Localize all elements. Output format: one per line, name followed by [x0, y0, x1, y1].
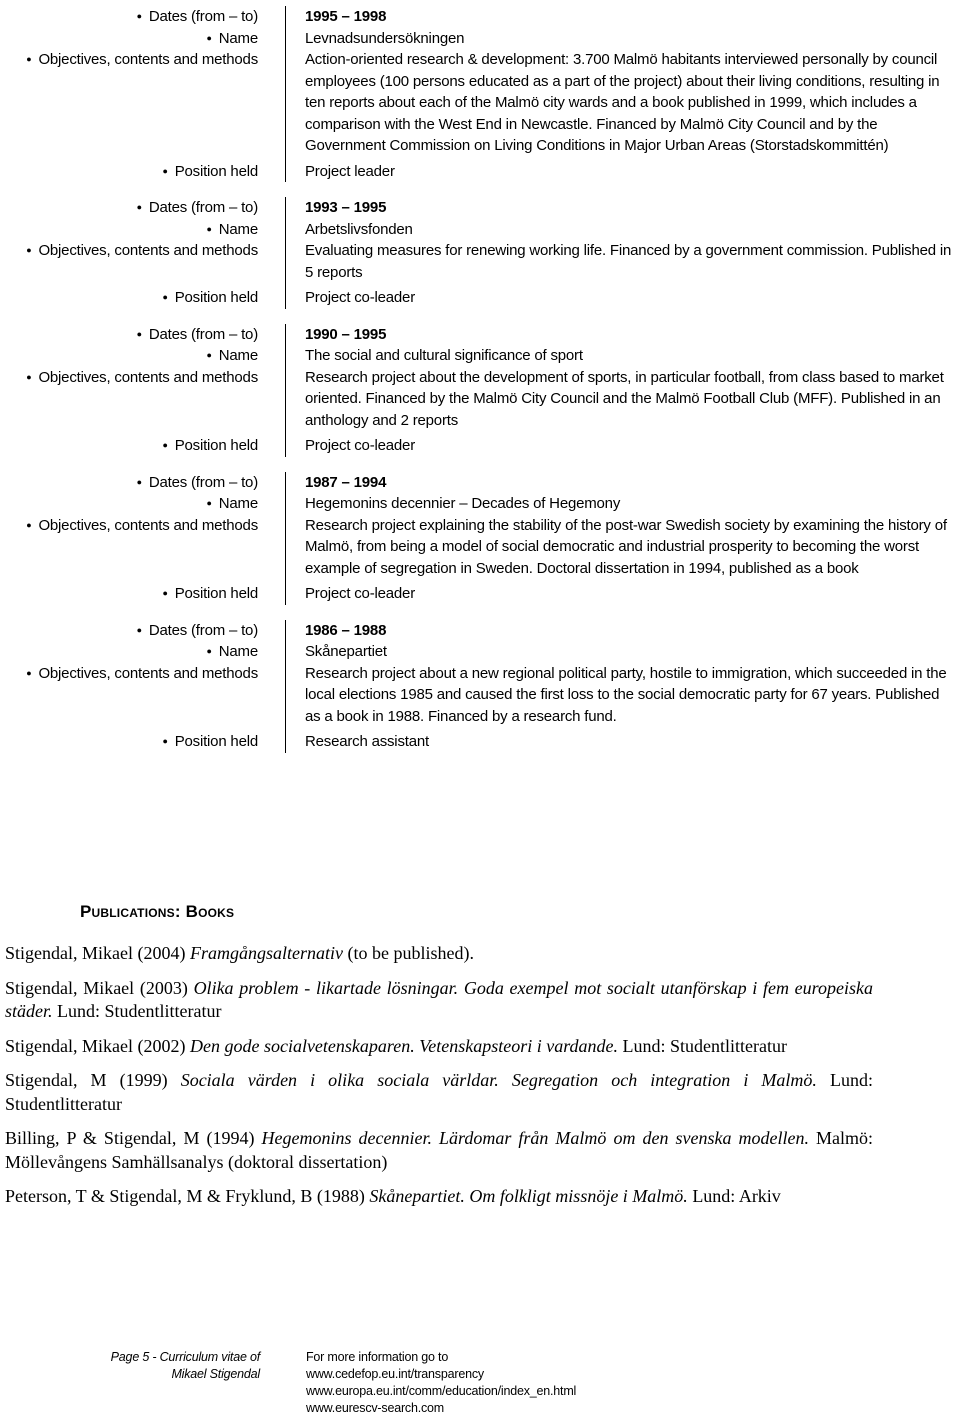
publication-item [5, 1185, 873, 1209]
publication-item [5, 1127, 873, 1174]
bullet-icon: ● [206, 223, 212, 234]
bullet-icon: ● [162, 736, 168, 746]
publication-details: Malmö: Möllevångens Samhällsanalys (doktoral dissertation) [5, 1128, 874, 1172]
name-label: Name [218, 29, 258, 47]
bullet-icon: ● [136, 11, 142, 21]
publication-title: Sociala värden i olika sociala världar. Segregation och integration i Malmö. [180, 1070, 817, 1090]
bullet-icon: ● [136, 328, 142, 339]
name-value: Hegemonins decennier – Decades of Hegemony [305, 495, 621, 512]
dates-row [0, 620, 960, 642]
publication-author: Billing, P & Stigendal, M (1994) [5, 1128, 262, 1148]
footer-page-number: Page 5 - Curriculum vitae of [110, 1350, 260, 1364]
objectives-label: Objectives, contents and methods [38, 664, 258, 682]
objectives-row [0, 515, 960, 580]
footer-info-text: For more information go to [306, 1350, 449, 1364]
footer-link-cedefop[interactable]: www.cedefop.eu.int/transparency [306, 1367, 484, 1381]
publication-title: Skånepartiet. Om folkligt missnöje i Malmö. [369, 1186, 688, 1206]
dates-value: 1987 – 1994 [305, 473, 387, 491]
dates-label: Dates (from – to) [148, 8, 258, 25]
cv-entry [0, 197, 960, 309]
position-label: Position held [174, 585, 258, 602]
objectives-label: Objectives, contents and methods [38, 51, 258, 68]
bullet-icon: ● [162, 440, 168, 450]
objectives-value: Action-oriented research & development: 3.700 Malmö habitants interviewed personally by council employees (100 persons educated as a part of the project) about their living conditions, resulting in ten reports about each of the Malmö city wards and a book published in 1999, which includes a comparison with the West End in Newcastle. Financed by Malmö City Council and by the Government Commission on Living Conditions in Major Urban Areas (Storstadskommittén) [305, 51, 940, 154]
objectives-row [0, 663, 960, 728]
cv-entry [0, 472, 960, 605]
dates-row [0, 6, 960, 28]
bullet-icon: ● [136, 202, 142, 212]
dates-label: Dates (from – to) [148, 621, 258, 639]
bullet-icon: ● [206, 646, 212, 656]
footer-page-info [0, 1349, 260, 1383]
bullet-icon: ● [136, 624, 142, 635]
objectives-label: Objectives, contents and methods [38, 368, 258, 386]
publication-item [5, 977, 873, 1024]
publication-details: Lund: Studentlitteratur [618, 1035, 788, 1056]
footer-link-eurescv[interactable]: www.eurescv-search.com [306, 1401, 445, 1415]
publication-author: Stigendal, Mikael (2003) [5, 977, 194, 998]
publication-item [5, 942, 873, 966]
dates-row [0, 324, 960, 346]
objectives-row [0, 240, 960, 283]
position-row [0, 283, 960, 309]
bullet-icon: ● [206, 32, 212, 43]
footer-link-europa[interactable]: www.europa.eu.int/comm/education/index_en.html [306, 1384, 577, 1398]
name-label: Name [218, 347, 258, 364]
publication-author: Stigendal, M (1999) [5, 1070, 181, 1090]
bullet-icon: ● [26, 245, 32, 255]
dates-value: 1993 – 1995 [305, 199, 387, 216]
cv-entries [0, 6, 960, 768]
name-row [0, 28, 960, 50]
dates-value: 1990 – 1995 [305, 325, 387, 343]
position-row [0, 431, 960, 457]
name-value: Arbetslivsfonden [305, 220, 413, 238]
position-row [0, 727, 960, 753]
publication-details: Lund: Studentlitteratur [52, 1001, 222, 1021]
name-row [0, 345, 960, 367]
footer-cv-owner: Mikael Stigendal [171, 1367, 260, 1381]
publication-details: Lund: Studentlitteratur [5, 1070, 873, 1114]
objectives-row [0, 49, 960, 157]
publication-title: Den gode socialvetenskaparen. Vetenskapsteori i vardande. [189, 1035, 619, 1056]
publication-author: Stigendal, Mikael (2004) [5, 943, 190, 963]
position-label: Position held [174, 437, 258, 454]
bullet-icon: ● [136, 476, 142, 487]
bullet-icon: ● [26, 54, 32, 64]
name-label: Name [218, 220, 258, 238]
position-row [0, 579, 960, 605]
dates-value: 1986 – 1988 [305, 621, 387, 639]
publication-details: (to be published). [342, 943, 474, 963]
position-label: Position held [174, 733, 258, 750]
name-row [0, 641, 960, 663]
publication-title: Framgångsalternativ [189, 943, 343, 963]
objectives-label: Objectives, contents and methods [38, 242, 258, 259]
name-row [0, 493, 960, 515]
name-label: Name [218, 643, 258, 660]
cv-entry [0, 620, 960, 753]
position-value: Project co-leader [305, 289, 415, 306]
dates-label: Dates (from – to) [148, 199, 258, 216]
bullet-icon: ● [26, 371, 32, 382]
position-value: Project leader [305, 162, 395, 180]
position-row [0, 157, 960, 183]
publication-title: Olika problem - likartade lösningar. Goda exempel mot socialt utanförskap i fem europeiska städer. [5, 977, 873, 1021]
bullet-icon: ● [206, 350, 212, 360]
bullet-icon: ● [206, 498, 212, 508]
publication-details: Lund: Arkiv [687, 1186, 781, 1206]
dates-value: 1995 – 1998 [305, 8, 387, 25]
name-row [0, 219, 960, 241]
cv-entry [0, 6, 960, 182]
publication-title: Hegemonins decennier. Lärdomar från Malmö om den svenska modellen. [261, 1128, 809, 1148]
objectives-row [0, 367, 960, 432]
objectives-value: Evaluating measures for renewing working life. Financed by a government commission. Published in 5 reports [305, 242, 952, 281]
name-value: Skånepartiet [305, 643, 387, 660]
dates-row [0, 472, 960, 494]
dates-label: Dates (from – to) [148, 473, 258, 491]
footer-links [306, 1349, 576, 1417]
cv-entry [0, 324, 960, 457]
objectives-value: Research project about a new regional political party, hostile to immigration, which succeeded in the local elections 1985 and caused the first loss to the social democratic party for 67 years. Published as a book in 1988. Financed by a research fund. [305, 664, 947, 725]
position-value: Research assistant [305, 733, 429, 750]
bullet-icon: ● [162, 588, 168, 598]
position-value: Project co-leader [305, 585, 415, 602]
objectives-value: Research project about the development of sports, in particular football, from class based to market oriented. Financed by the Malmö City Council and the Malmö Football Club (MFF). Published in an anthology and 2 reports [305, 368, 944, 429]
bullet-icon: ● [26, 667, 32, 678]
position-label: Position held [174, 289, 258, 306]
dates-label: Dates (from – to) [148, 325, 258, 343]
bullet-icon: ● [162, 292, 168, 302]
publications-heading: Publications: Books [80, 902, 235, 921]
name-value: Levnadsundersökningen [305, 29, 465, 47]
position-label: Position held [174, 162, 258, 180]
publication-author: Peterson, T & Stigendal, M & Fryklund, B (1988) [5, 1186, 370, 1206]
publication-item [5, 1035, 873, 1059]
publications-section [5, 902, 873, 1220]
publication-item [5, 1069, 873, 1116]
publication-author: Stigendal, Mikael (2002) [5, 1035, 190, 1056]
name-label: Name [218, 495, 258, 512]
objectives-label: Objectives, contents and methods [38, 516, 258, 534]
bullet-icon: ● [26, 519, 32, 530]
position-value: Project co-leader [305, 437, 415, 454]
dates-row [0, 197, 960, 219]
bullet-icon: ● [162, 165, 168, 176]
objectives-value: Research project explaining the stability of the post-war Swedish society by examining the history of Malmö, from being a model of social democratic and industrial prosperity to becoming the worst example of segregation in Sweden. Doctoral dissertation in 1994, published as a book [305, 516, 947, 577]
name-value: The social and cultural significance of sport [305, 347, 583, 364]
